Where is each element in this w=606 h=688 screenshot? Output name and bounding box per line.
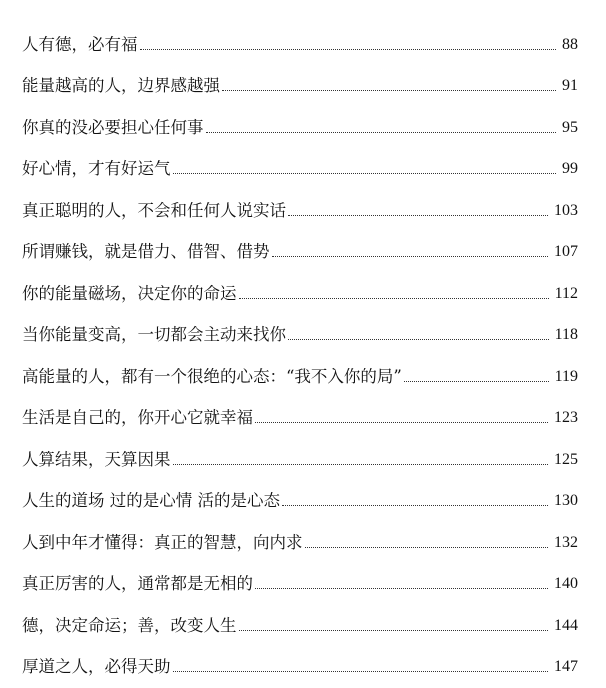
toc-entry[interactable] xyxy=(22,471,578,513)
toc-entry-title: 好心情，才有好运气 xyxy=(22,159,171,178)
toc-entry-title: 厚道之人，必得天助 xyxy=(22,657,171,676)
toc-entry-title: 所谓赚钱，就是借力、借智、借势 xyxy=(22,242,270,261)
toc-entry[interactable] xyxy=(22,305,578,347)
toc-entry-page: 88 xyxy=(562,35,578,53)
toc-leader-dots xyxy=(173,172,557,174)
toc-leader-dots xyxy=(288,214,548,216)
toc-entry-page: 91 xyxy=(562,77,578,94)
toc-entry-page: 144 xyxy=(554,616,578,634)
toc-entry[interactable] xyxy=(22,263,578,305)
toc-entry[interactable] xyxy=(22,346,578,388)
toc-entry-page: 112 xyxy=(554,284,578,302)
toc-entry-title: 真正聪明的人，不会和任何人说实话 xyxy=(22,200,286,220)
toc-entry-page: 118 xyxy=(554,326,578,343)
toc-leader-dots xyxy=(305,546,549,548)
toc-leader-dots xyxy=(140,48,557,50)
toc-entry[interactable] xyxy=(22,139,578,181)
toc-leader-dots xyxy=(288,338,549,340)
toc-entry-page: 95 xyxy=(562,118,578,136)
toc-entry-title: 你真的没必要担心任何事 xyxy=(22,117,204,137)
toc-entry[interactable] xyxy=(22,512,578,554)
toc-entry-title: 人算结果，天算因果 xyxy=(22,449,171,469)
toc-entry[interactable] xyxy=(22,595,578,637)
toc-entry[interactable] xyxy=(22,56,578,98)
toc-entry-title: 德，决定命运；善，改变人生 xyxy=(22,615,237,635)
toc-entry-page: 103 xyxy=(554,201,578,219)
toc-entry-title: 人生的道场 过的是心情 活的是心态 xyxy=(22,491,280,510)
toc-entry-title: 人到中年才懂得：真正的智慧，向内求 xyxy=(22,532,303,552)
toc-leader-dots xyxy=(239,629,549,631)
toc-entry-title: 人有德，必有福 xyxy=(22,34,138,54)
toc-leader-dots xyxy=(255,587,548,589)
toc-entry-page: 125 xyxy=(554,450,578,468)
toc-leader-dots xyxy=(173,670,549,672)
toc-entry-page: 147 xyxy=(554,658,578,675)
toc-entry[interactable] xyxy=(22,637,578,679)
toc-entry-page: 130 xyxy=(554,492,578,509)
toc-entry[interactable] xyxy=(22,222,578,264)
toc-leader-dots xyxy=(272,255,549,257)
toc-entry-title: 生活是自己的，你开心它就幸福 xyxy=(22,408,253,427)
toc-entry[interactable] xyxy=(22,97,578,139)
toc-entry-title: 高能量的人，都有一个很绝的心态：“我不入你的局” xyxy=(22,366,402,386)
toc-entry-title: 能量越高的人，边界感越强 xyxy=(22,76,220,95)
toc-leader-dots xyxy=(255,421,548,423)
toc-entry-page: 107 xyxy=(554,243,578,260)
toc-entry-page: 140 xyxy=(554,575,578,592)
toc-entry[interactable] xyxy=(22,180,578,222)
toc-entry-page: 119 xyxy=(554,367,578,385)
toc-leader-dots xyxy=(173,463,549,465)
toc-entry-page: 123 xyxy=(554,409,578,426)
toc-leader-dots xyxy=(222,89,556,91)
toc-entry[interactable] xyxy=(22,14,578,56)
toc-entry-page: 132 xyxy=(554,533,578,551)
toc-entry-page: 99 xyxy=(562,160,578,177)
toc-leader-dots xyxy=(206,131,557,133)
toc-entry-title: 真正厉害的人，通常都是无相的 xyxy=(22,574,253,593)
table-of-contents xyxy=(22,14,578,678)
toc-entry[interactable] xyxy=(22,554,578,596)
toc-entry-title: 你的能量磁场，决定你的命运 xyxy=(22,283,237,303)
toc-leader-dots xyxy=(404,380,549,382)
toc-entry[interactable] xyxy=(22,429,578,471)
toc-leader-dots xyxy=(239,297,549,299)
toc-entry-title: 当你能量变高，一切都会主动来找你 xyxy=(22,325,286,344)
toc-leader-dots xyxy=(282,504,548,506)
toc-entry[interactable] xyxy=(22,388,578,430)
